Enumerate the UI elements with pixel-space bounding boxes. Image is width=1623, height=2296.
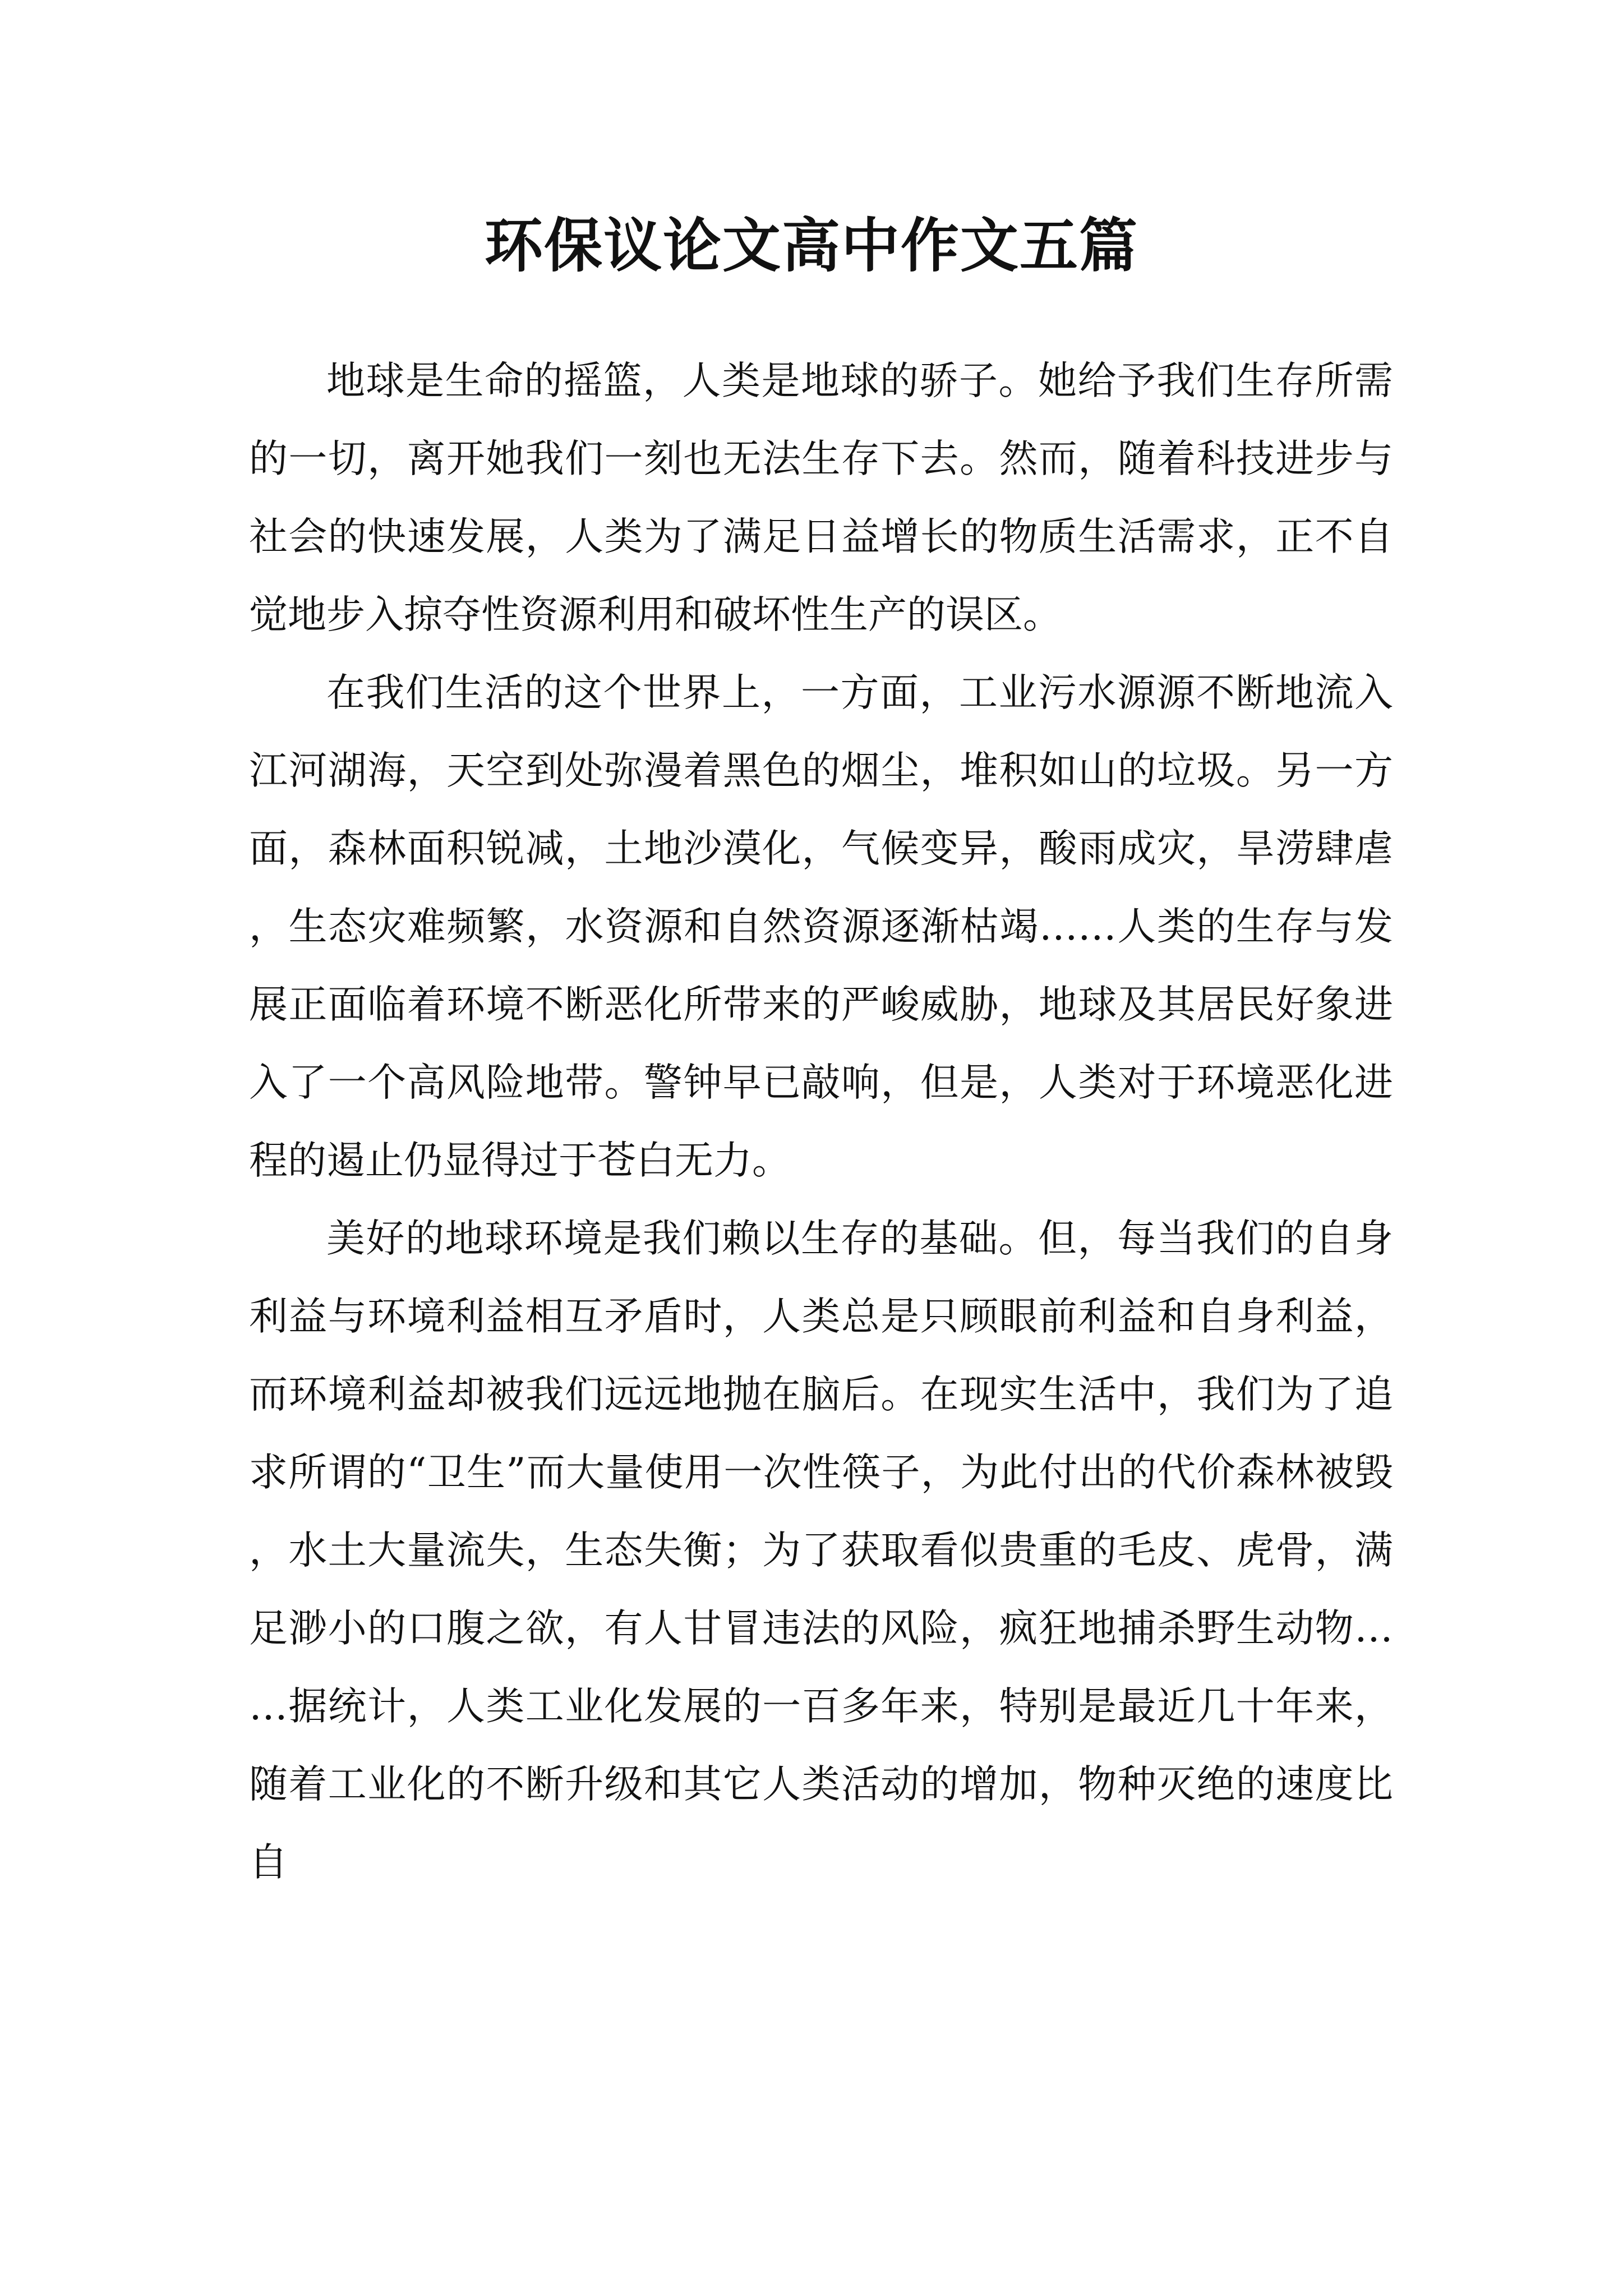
document-body bbox=[249, 342, 1393, 1902]
page-title: 环保议论文高中作文五篇 bbox=[484, 211, 1138, 280]
paragraph-1: 地球是生命的摇篮，人类是地球的骄子。她给予我们生存所需的一切，离开她我们一刻也无法生存下去。然而，随着科技进步与社会的快速发展，人类为了满足日益增长的物质生活需求，正不自觉地步入掠夺性资源利用和破坏性生产的误区。 bbox=[249, 358, 1393, 637]
paragraph-3: 美好的地球环境是我们赖以生存的基础。但，每当我们的自身利益与环境利益相互矛盾时，人类总是只顾眼前利益和自身利益，而环境利益却被我们远远地抛在脑后。在现实生活中，我们为了追求所谓的“卫生”而大量使用一次性筷子，为此付出的代价森林被毁，水土大量流失，生态失衡；为了获取看似贵重的毛皮、虎骨，满足渺小的口腹之欲，有人甘冒违法的风险，疯狂地捕杀野生动物……据统计，人类工业化发展的一百多年来，特别是最近几十年来，随着工业化的不断升级和其它人类活动的增加，物种灭绝的速度比自 bbox=[249, 1216, 1393, 1885]
paragraph-2: 在我们生活的这个世界上，一方面，工业污水源源不断地流入江河湖海，天空到处弥漫着黑色的烟尘，堆积如山的垃圾。另一方面，森林面积锐减，土地沙漠化，气候变异，酸雨成灾，旱涝肆虐，生态灾难频繁，水资源和自然资源逐渐枯竭……人类的生存与发展正面临着环境不断恶化所带来的严峻威胁，地球及其居民好象进入了一个高风险地带。警钟早已敲响，但是，人类对于环境恶化进程的遏止仍显得过于苍白无力。 bbox=[249, 670, 1393, 1183]
